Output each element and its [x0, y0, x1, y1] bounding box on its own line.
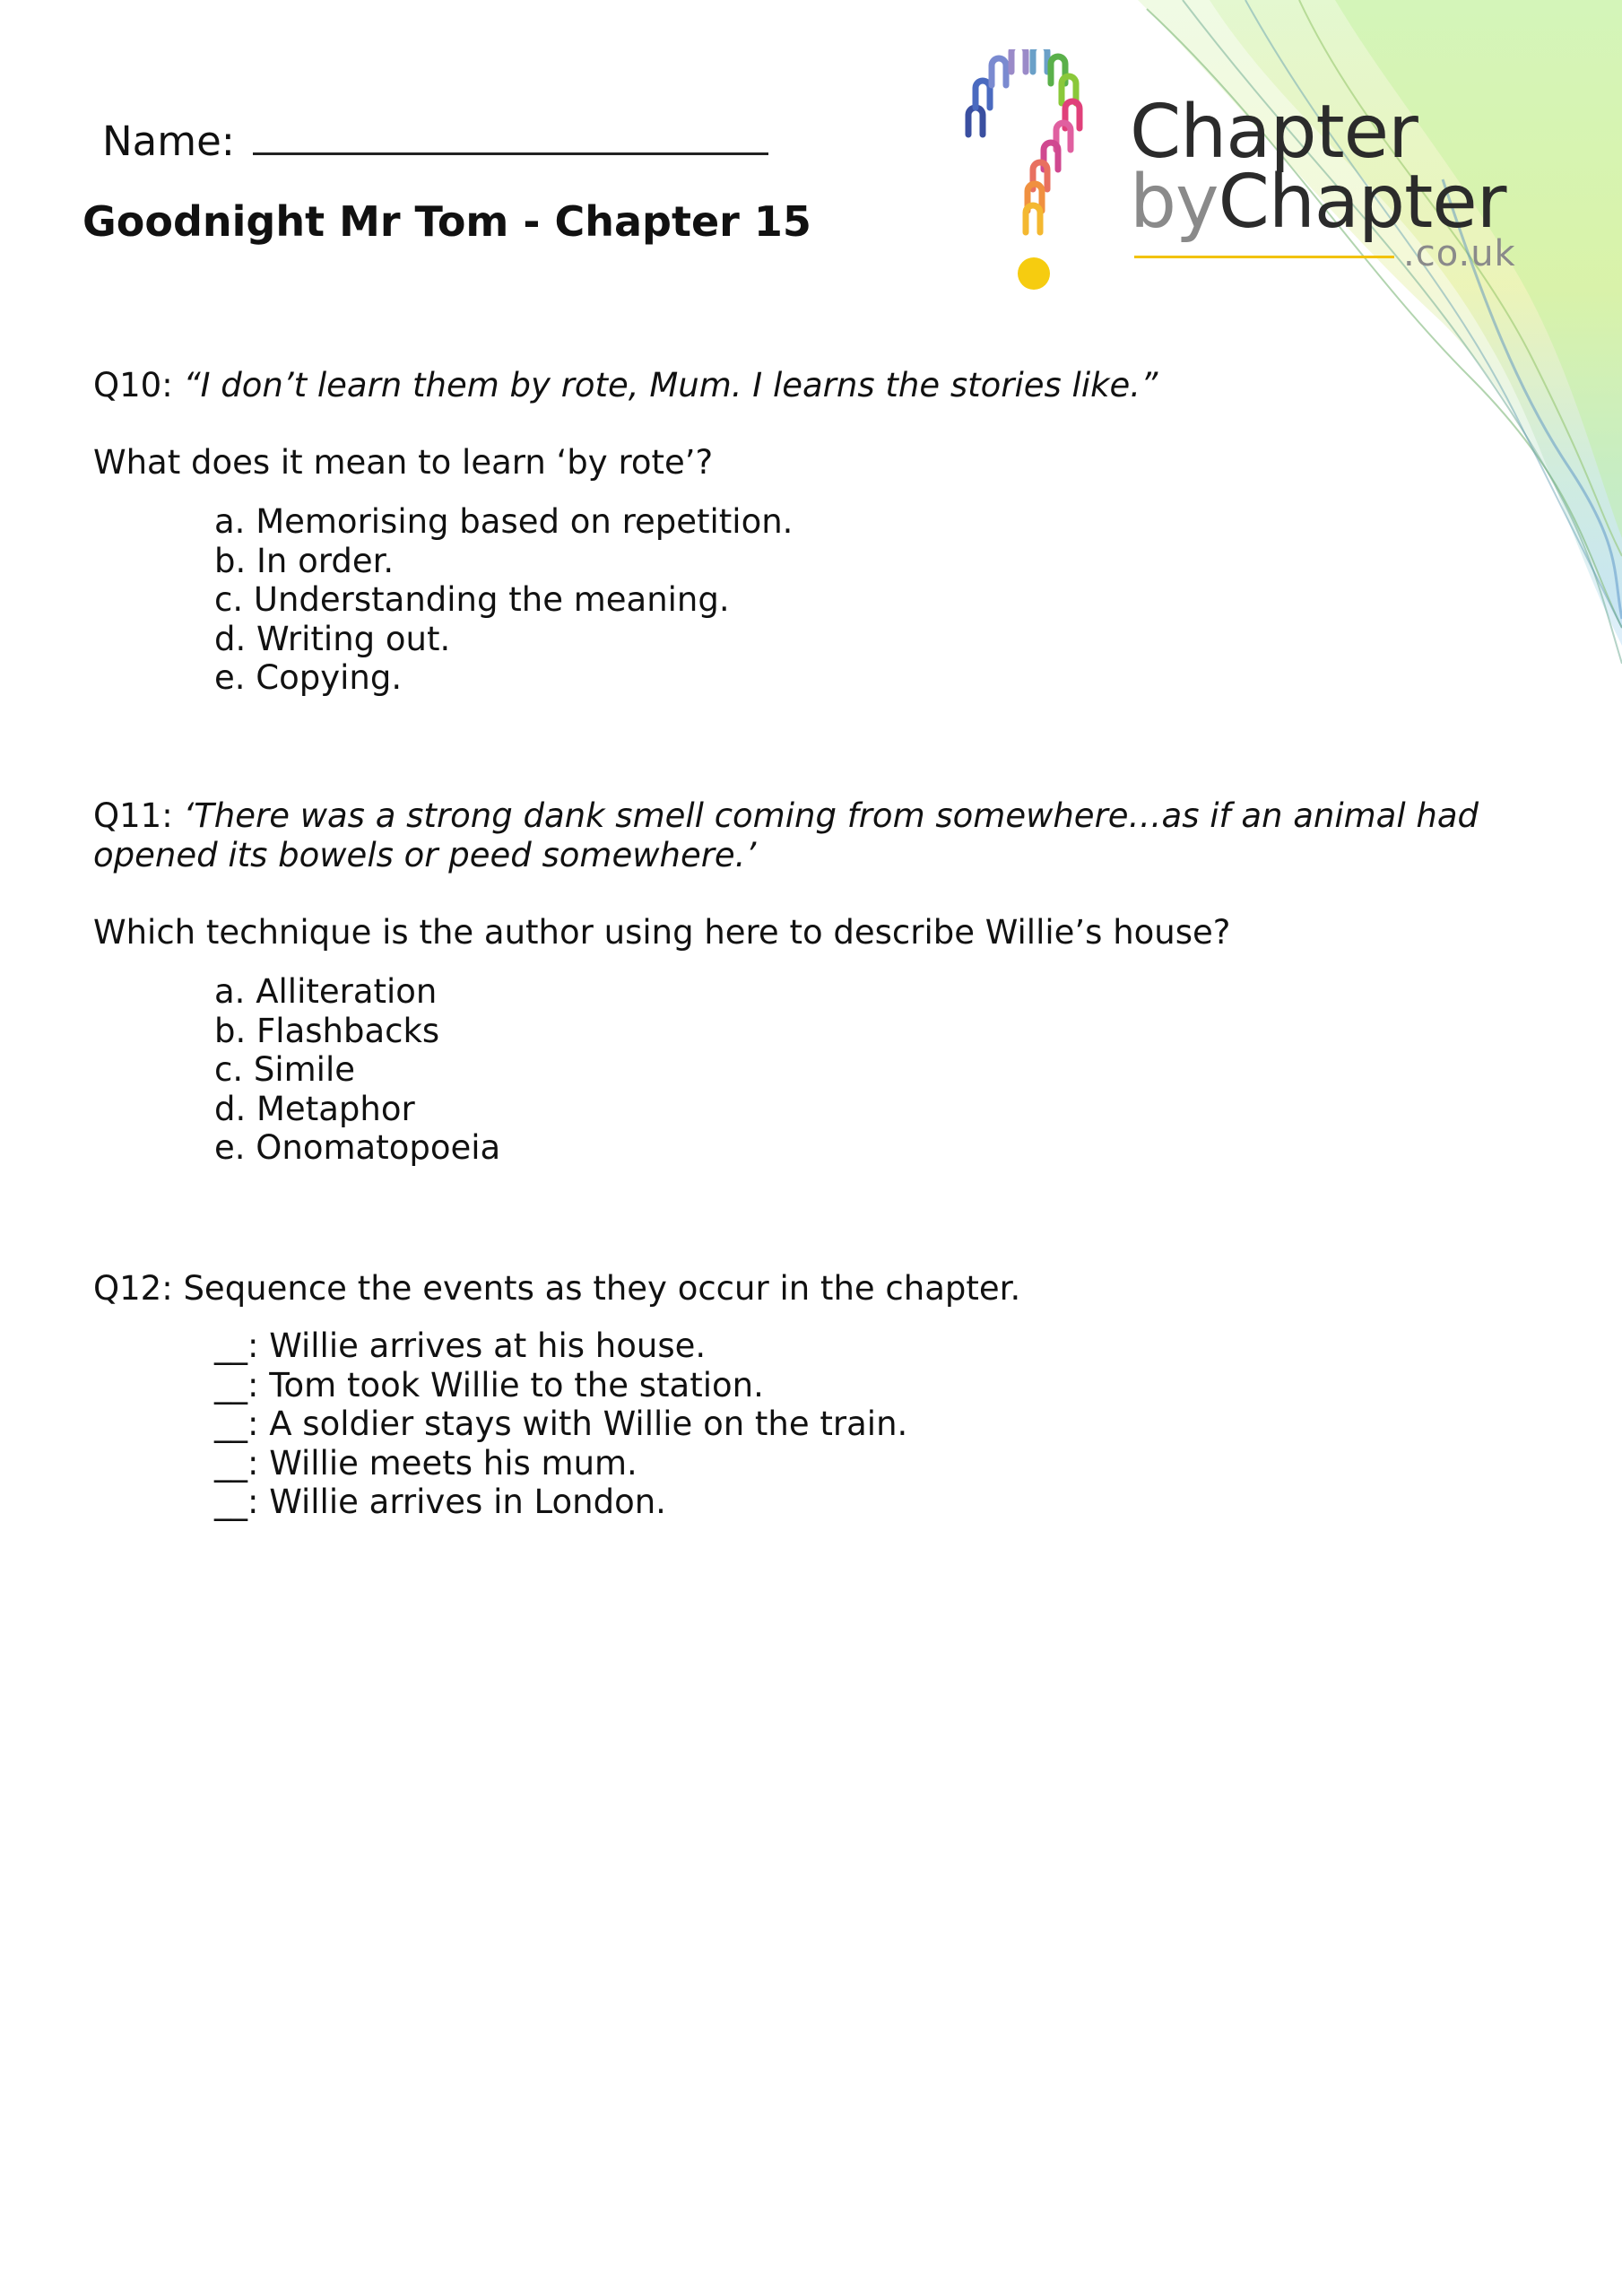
sequence-item[interactable]: __: A soldier stays with Willie on the train. [214, 1405, 908, 1443]
answer-options [214, 502, 1528, 698]
answer-option[interactable]: e. Onomatopoeia [214, 1128, 501, 1167]
question-label: Q12: [93, 1269, 173, 1308]
answer-option[interactable]: e. Copying. [214, 658, 403, 697]
logo-domain: .co.uk [1403, 233, 1516, 274]
question-quote: ‘There was a strong dank smell coming from somewhere…as if an animal had opened its bowels or peed somewhere.’ [93, 796, 1479, 874]
name-field-row [102, 117, 768, 165]
answer-options [214, 972, 1528, 1168]
name-label: Name: [102, 117, 235, 165]
sequence-item[interactable]: __: Tom took Willie to the station. [214, 1365, 764, 1405]
question-mark-books-icon [950, 49, 1130, 318]
sequence-item[interactable]: __: Willie meets his mum. [214, 1443, 638, 1483]
answer-option[interactable]: b. Flashbacks [214, 1011, 440, 1050]
answer-option[interactable]: d. Writing out. [214, 619, 451, 658]
question-prompt: What does it mean to learn ‘by rote’? [93, 443, 714, 482]
answer-option[interactable]: d. Metaphor [214, 1089, 415, 1128]
question-label: Q10: [93, 366, 173, 404]
answer-option[interactable]: a. Memorising based on repetition. [214, 502, 794, 541]
question-prompt: Sequence the events as they occur in the chapter. [183, 1269, 1021, 1308]
question-quote: “I don’t learn them by rote, Mum. I learns the stories like.” [183, 366, 1158, 404]
question-q11 [93, 796, 1528, 1168]
logo-word-chapter-2: Chapter [1218, 160, 1506, 245]
question-stem [93, 796, 1528, 875]
sequence-items [214, 1326, 1528, 1522]
question-q10 [93, 366, 1528, 698]
worksheet-title: Goodnight Mr Tom - Chapter 15 [82, 197, 811, 246]
answer-option[interactable]: b. In order. [214, 541, 395, 580]
name-write-line[interactable] [253, 117, 768, 155]
answer-option[interactable]: c. Understanding the meaning. [214, 580, 730, 619]
logo-word-bychapter [1130, 160, 1506, 245]
chapter-by-chapter-logo [950, 49, 1542, 318]
answer-option[interactable]: a. Alliteration [214, 972, 438, 1011]
logo-word-by: by [1130, 160, 1219, 245]
question-stem [93, 366, 1528, 405]
question-q12 [93, 1269, 1528, 1522]
sequence-item[interactable]: __: Willie arrives in London. [214, 1483, 666, 1521]
answer-option[interactable]: c. Simile [214, 1050, 355, 1089]
question-stem [93, 1269, 1528, 1309]
question-prompt: Which technique is the author using here to describe Willie’s house? [93, 913, 1231, 952]
logo-underline [1134, 256, 1394, 258]
question-label: Q11: [93, 796, 173, 835]
logo-word-chapter: Chapter [1130, 90, 1418, 175]
sequence-item[interactable]: __: Willie arrives at his house. [214, 1326, 707, 1365]
